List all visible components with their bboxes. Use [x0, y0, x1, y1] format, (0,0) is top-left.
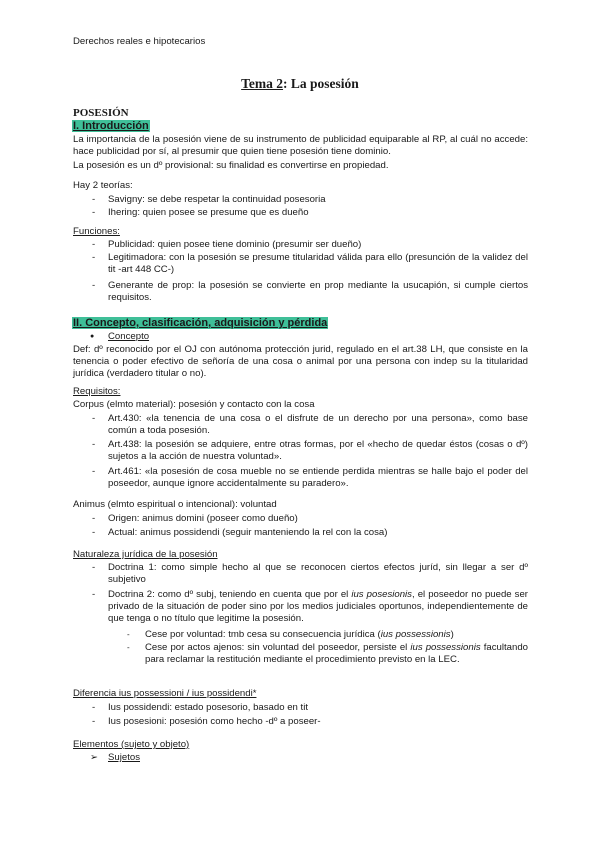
list-item: Ius posesioni: posesión como hecho -dº a poseer- [108, 716, 321, 727]
list-item: Ius possidendi: estado posesorio, basado en tit [108, 702, 309, 713]
bullet-marker: ● [90, 333, 95, 340]
dash-marker: - [92, 589, 96, 600]
naturaleza-label: Naturaleza jurídica de la posesión [73, 549, 218, 560]
list-item: Art.461: «la posesión de cosa mueble no se entiende perdida mientras se halle bajo el poder del poseedor, aunque ignore accidentalmente su paradero». [108, 466, 528, 489]
dash-marker: - [92, 562, 96, 573]
list-item: Publicidad: quien posee tiene dominio (presumir ser dueño) [108, 239, 362, 250]
dash-marker: - [92, 239, 96, 250]
dash-marker: - [92, 513, 96, 524]
list-item: Actual: animus possidendi (seguir manteniendo la rel con la cosa) [108, 527, 388, 538]
page-title: Tema 2: La posesión [241, 76, 359, 91]
diferencia-label: Diferencia ius possessioni / ius possidendi* [73, 688, 257, 699]
funciones-label: Funciones: [73, 226, 120, 237]
intro-paragraph-1: La importancia de la posesión viene de su instrumento de publicidad equiparable al RP, al cuál no accede: hace publicidad por sí, al presumir que quien tiene posesión tiene dominio. [73, 134, 528, 157]
list-item: Origen: animus domini (poseer como dueño) [108, 513, 298, 524]
square-marker: - [127, 643, 130, 652]
doctrina-1: Doctrina 1: como simple hecho al que se reconocen ciertos efectos juríd, sin llegar a ser dº subjetivo [108, 562, 528, 585]
intro-paragraph-2: La posesión es un dº provisional: su finalidad es convertirse en propiedad. [73, 160, 389, 171]
list-item: Legitimadora: con la posesión se presume titularidad válida para ello (presunción de la validez del tit -art 448 CC-) [108, 252, 528, 275]
running-header: Derechos reales e hipotecarios [73, 36, 206, 47]
sujetos-subheading: Sujetos [108, 752, 140, 763]
list-item: Savigny: se debe respetar la continuidad posesoria [108, 194, 326, 205]
list-item: Art.430: «la tenencia de una cosa o el disfrute de un derecho por una persona», como base común a toda posesión. [108, 413, 528, 436]
list-item: Ihering: quien posee se presume que es dueño [108, 207, 309, 218]
dash-marker: - [92, 280, 96, 291]
dash-marker: - [92, 194, 96, 205]
arrow-marker: ➢ [90, 752, 99, 763]
definicion-paragraph: Def: dº reconocido por el OJ con autónoma protección jurid, regulado en el art.38 LH, que consiste en la tenencia o poder efectivo de señoría de una cosa o animal por una persona con indep su la titularidad jurídica (verdadero titular o no). [73, 344, 528, 379]
square-marker: - [127, 630, 130, 639]
list-item: Generante de prop: la posesión se convierte en prop mediante la usucapión, si cumple ciertos requisitos. [108, 280, 528, 303]
teorias-label: Hay 2 teorías: [73, 180, 133, 191]
heading-concepto: II. Concepto, clasificación, adquisición y pérdida [73, 317, 328, 329]
dash-marker: - [92, 466, 96, 477]
dash-marker: - [92, 702, 96, 713]
doctrina-2: Doctrina 2: como dº subj, teniendo en cuenta que por el ius posesionis, el poseedor no puede ser privado de la situación de poder sino por los medios judiciales oportunos, independientemente de que tenga o no título que legitime la posesión. [108, 589, 528, 624]
dash-marker: - [92, 207, 96, 218]
dash-marker: - [92, 716, 96, 727]
dash-marker: - [92, 252, 96, 263]
dash-marker: - [92, 527, 96, 538]
concepto-subheading: Concepto [108, 331, 150, 342]
corpus-label: Corpus (elmto material): posesión y contacto con la cosa [73, 399, 315, 410]
cese-actos-ajenos: Cese por actos ajenos: sin voluntad del poseedor, persiste el ius possessionis facultando para reclamar la restitución mediante el procedimiento previsto en la LEC. [145, 642, 528, 665]
section-posesion: POSESIÓN [73, 107, 129, 119]
heading-introduccion: I. Introducción [73, 120, 149, 132]
requisitos-label: Requisitos: [73, 386, 121, 397]
dash-marker: - [92, 413, 96, 424]
animus-label: Animus (elmto espiritual o intencional): voluntad [73, 499, 277, 510]
dash-marker: - [92, 439, 96, 450]
elementos-label: Elementos (sujeto y objeto) [73, 739, 190, 750]
cese-voluntad: Cese por voluntad: tmb cesa su consecuencia jurídica (ius possessionis) [145, 629, 454, 640]
list-item: Art.438: la posesión se adquiere, entre otras formas, por el «hecho de quedar éstos (cosas o dº) sujetos a la acción de nuestra voluntad». [108, 439, 528, 462]
